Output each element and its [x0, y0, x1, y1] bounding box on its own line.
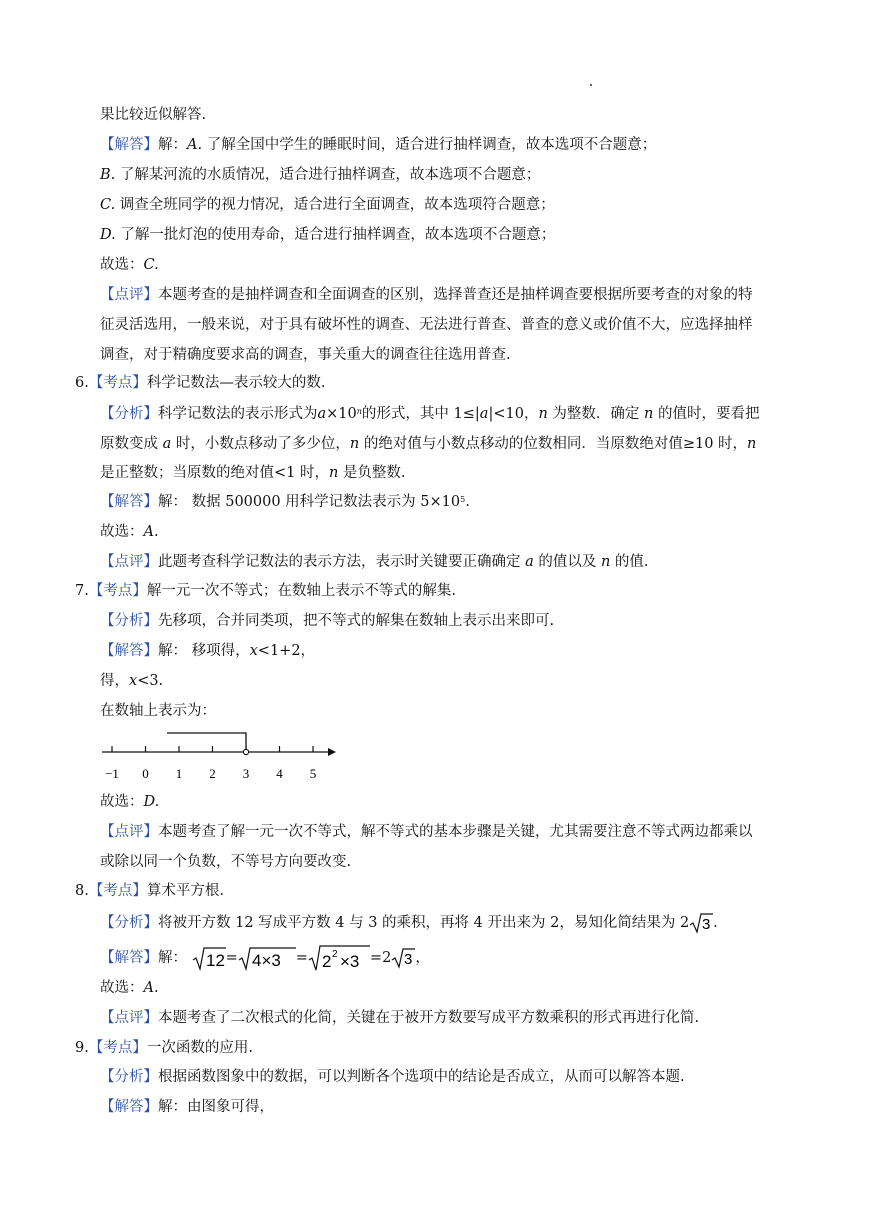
tick-label: −1	[105, 766, 119, 781]
comment-tag: 【点评】	[100, 554, 158, 570]
axis-ticks	[105, 746, 316, 781]
option-c-line: C. 调查全班同学的视力情况，适合进行全面调查，故本选项符合题意；	[100, 197, 555, 213]
number-line-figure	[96, 728, 346, 786]
question-number: 6.	[75, 375, 89, 391]
text-line: 调查，对于精确度要求高的调查，事关重大的调查往往选用普查.	[100, 347, 511, 363]
radical-sqrt-3	[391, 947, 415, 969]
q9-topic-line: 9.【考点】一次函数的应用.	[75, 1040, 253, 1056]
topic-tag: 【考点】	[88, 375, 147, 391]
analysis-tag: 【分析】	[100, 915, 158, 931]
answer-tag: 【解答】	[100, 1099, 158, 1115]
radical-sqrt-4x3	[238, 945, 296, 971]
select-line: 故选：C.	[100, 257, 159, 273]
radical-sqrt-2sq-x3	[308, 944, 370, 972]
text-line: 是正整数；当原数的绝对值<1 时，n 是负整数.	[100, 465, 406, 481]
topic-tag: 【考点】	[88, 883, 147, 899]
q6-comment-line: 【点评】此题考查科学记数法的表示方法，表示时关键要正确确定 a 的值以及 n 的值.	[100, 554, 649, 570]
text-line: 果比较近似解答.	[100, 107, 207, 123]
answer-tag: 【解答】	[100, 643, 158, 659]
topic-tag: 【考点】	[88, 583, 147, 599]
page-dot	[590, 84, 592, 86]
analysis-tag: 【分析】	[100, 1069, 158, 1085]
tick-label: 3	[242, 766, 250, 781]
comment-tag: 【点评】	[100, 824, 158, 840]
option-b-line: B. 了解某河流的水质情况，适合进行抽样调查，故本选项不合题意；	[100, 167, 541, 183]
question-number: 8.	[75, 883, 89, 899]
q6-topic-line: 6.【考点】科学记数法—表示较大的数.	[75, 375, 326, 391]
analysis-tag: 【分析】	[100, 406, 158, 422]
tick-label: 2	[209, 766, 216, 781]
comment-tag: 【点评】	[100, 1010, 158, 1026]
q8-answer-line: 【解答】解： 12 = 4×3 = 2 2 ×3 =2 3 ，	[100, 944, 430, 972]
q6-analysis-line: 【分析】科学记数法的表示形式为$a\times 10^n$的形式，其中 1≤|a|<10，n 为整数．确定 n 的值时，要看把	[100, 406, 760, 422]
analysis-tag: 【分析】	[100, 613, 158, 629]
tick-label: 1	[175, 766, 183, 781]
topic-tag: 【考点】	[88, 1040, 147, 1056]
tick-label: 4	[276, 766, 283, 781]
q8-analysis-line: 【分析】将被开方数 12 写成平方数 4 与 3 的乘积，再将 4 开出来为 2，易知化简结果为 2 3 .	[100, 912, 718, 934]
q7-answer-line: 【解答】解： 移项得，x<1+2，	[100, 643, 316, 659]
answer-tag: 【解答】	[100, 494, 158, 510]
q9-answer-line: 【解答】解：由图象可得，	[100, 1099, 274, 1115]
text-line: 或除以同一个负数，不等号方向要改变.	[100, 854, 352, 870]
svg-text:3: 3	[702, 916, 711, 933]
svg-text:3: 3	[404, 951, 413, 968]
q9-analysis-line: 【分析】根据函数图象中的数据，可以判断各个选项中的结论是否成立，从而可以解答本题.	[100, 1069, 685, 1085]
question-number: 9.	[75, 1040, 89, 1056]
select-line: 故选：A.	[100, 980, 159, 996]
text-line: 在数轴上表示为：	[100, 703, 216, 719]
q7-analysis-line: 【分析】先移项，合并同类项，把不等式的解集在数轴上表示出来即可.	[100, 613, 555, 629]
answer-tag: 【解答】	[100, 137, 158, 153]
text-line: 得，x<3.	[100, 673, 164, 689]
question-number: 7.	[75, 583, 89, 599]
q8-topic-line: 8.【考点】算术平方根.	[75, 883, 224, 899]
comment-line: 【点评】本题考查的是抽样调查和全面调查的区别，选择普查还是抽样调查要根据所要考查的对象的特	[100, 287, 753, 303]
q7-comment-line: 【点评】本题考查了解一元一次不等式，解不等式的基本步骤是关键，尤其需要注意不等式两边都乘以	[100, 824, 753, 840]
tick-label: 5	[309, 766, 317, 781]
open-circle-3	[243, 749, 248, 754]
option-d-line: D. 了解一批灯泡的使用寿命，适合进行抽样调查，故本选项不合题意；	[100, 227, 556, 243]
svg-text:4×3: 4×3	[251, 951, 281, 970]
svg-text:2: 2	[321, 952, 332, 971]
select-line: 故选：A.	[100, 524, 159, 540]
q6-answer-line: 【解答】解： 数据 500000 用科学记数法表示为 $5\times 10^5$.	[100, 494, 470, 510]
radical-sign-icon	[689, 912, 713, 934]
text-line: 原数变成 a 时，小数点移动了多少位，n 的绝对值与小数点移动的位数相同．当原数绝对值≥10 时，n	[100, 436, 757, 452]
comment-tag: 【点评】	[100, 287, 158, 303]
radical-sqrt-12	[192, 945, 226, 971]
q8-comment-line: 【点评】本题考查了二次根式的化简，关键在于被开方数要写成平方数乘积的形式再进行化简.	[100, 1010, 700, 1026]
answer-tag: 【解答】	[100, 950, 158, 966]
text-line: 征灵活选用，一般来说，对于具有破坏性的调查、无法进行普查、普查的意义或价值不大，应选择抽样	[100, 317, 753, 333]
svg-text:2: 2	[331, 949, 338, 960]
select-line: 故选：D.	[100, 794, 160, 810]
q7-topic-line: 7.【考点】解一元一次不等式；在数轴上表示不等式的解集.	[75, 583, 456, 599]
svg-text:×3: ×3	[339, 952, 360, 971]
axis-arrow-icon	[328, 748, 336, 756]
tick-label: 0	[142, 766, 149, 781]
svg-text:12: 12	[205, 951, 225, 970]
answer-line: 【解答】解：A. 了解全国中学生的睡眠时间，适合进行抽样调查，故本选项不合题意；	[100, 137, 657, 153]
